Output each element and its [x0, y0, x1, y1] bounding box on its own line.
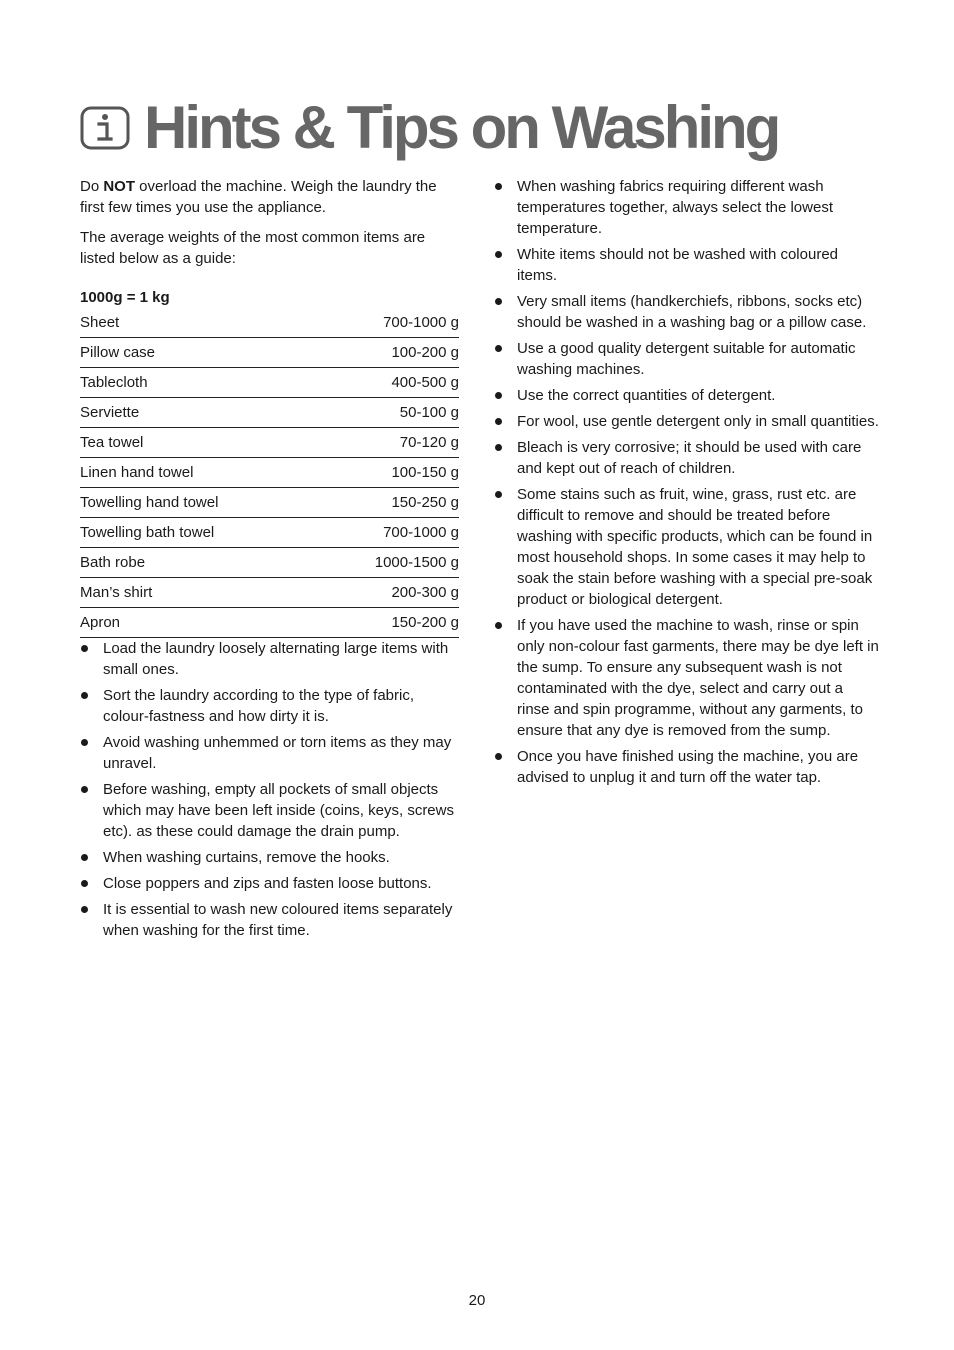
list-item	[80, 779, 460, 842]
list-item	[80, 638, 460, 680]
weight-item-name: Bath robe	[80, 548, 316, 578]
list-item	[494, 385, 879, 406]
weight-item-value: 700-1000 g	[316, 518, 459, 548]
table-row	[80, 548, 459, 578]
table-row	[80, 458, 459, 488]
weight-item-name: Man’s shirt	[80, 578, 316, 608]
weight-item-value: 200-300 g	[316, 578, 459, 608]
table-row	[80, 338, 459, 368]
list-item-text: Use a good quality detergent suitable for automatic washing machines.	[517, 340, 856, 378]
bullet-icon	[81, 786, 88, 793]
weights-heading: 1000g = 1 kg	[80, 289, 170, 306]
list-item	[80, 732, 460, 774]
intro-rest: overload the machine. Weigh the laundry the first few times you use the appliance.	[80, 178, 437, 216]
intro-paragraph-overload	[80, 176, 460, 218]
list-item	[494, 746, 879, 788]
list-item	[494, 615, 879, 741]
page-header	[80, 88, 778, 168]
list-item	[494, 176, 879, 239]
bullet-icon	[495, 392, 502, 399]
table-row	[80, 488, 459, 518]
intro-emphasis: NOT	[103, 178, 136, 195]
table-row	[80, 308, 459, 338]
weight-item-value: 70-120 g	[316, 428, 459, 458]
list-item-text: If you have used the machine to wash, rinse or spin only non-colour fast garments, there may be dye left in the sump. To ensure any subsequent wash is not contaminated with the dye, select and carry out a rinse and spin programme, without any garments, to ensure that any dye is removed from the sump.	[517, 617, 879, 739]
list-item-text: Once you have finished using the machine, you are advised to unplug it and turn off the water tap.	[517, 748, 859, 786]
left-bullet-list	[80, 638, 460, 941]
table-row	[80, 428, 459, 458]
list-item-text: Sort the laundry according to the type of fabric, colour-fastness and how dirty it is.	[103, 687, 415, 725]
table-row	[80, 578, 459, 608]
weight-item-value: 700-1000 g	[316, 308, 459, 338]
list-item	[80, 899, 460, 941]
right-column	[494, 176, 879, 793]
bullet-icon	[495, 298, 502, 305]
weight-item-name: Pillow case	[80, 338, 316, 368]
weight-item-value: 100-150 g	[316, 458, 459, 488]
list-item-text: Before washing, empty all pockets of small objects which may have been left inside (coins, keys, screws etc). as these could damage the drain pump.	[103, 781, 454, 840]
list-item-text: Avoid washing unhemmed or torn items as they may unravel.	[103, 734, 452, 772]
list-item	[80, 685, 460, 727]
weight-item-name: Tea towel	[80, 428, 316, 458]
list-item	[494, 411, 879, 432]
bullet-icon	[81, 692, 88, 699]
list-item-text: Close poppers and zips and fasten loose buttons.	[103, 875, 432, 892]
list-item	[494, 244, 879, 286]
bullet-icon	[81, 854, 88, 861]
bullet-icon	[81, 739, 88, 746]
table-row	[80, 368, 459, 398]
weight-item-value: 50-100 g	[316, 398, 459, 428]
bullet-icon	[81, 880, 88, 887]
bullet-icon	[495, 345, 502, 352]
list-item	[494, 291, 879, 333]
table-row	[80, 398, 459, 428]
page-number: 20	[468, 1292, 486, 1309]
weight-item-value: 1000-1500 g	[316, 548, 459, 578]
table-row	[80, 518, 459, 548]
bullet-icon	[495, 251, 502, 258]
left-column	[80, 176, 460, 946]
weight-item-value: 400-500 g	[316, 368, 459, 398]
page-title: Hints & Tips on Washing	[144, 94, 779, 161]
right-bullet-list	[494, 176, 879, 788]
weight-item-name: Sheet	[80, 308, 316, 338]
list-item	[80, 847, 460, 868]
bullet-icon	[495, 444, 502, 451]
weight-item-value: 150-250 g	[316, 488, 459, 518]
list-item	[80, 873, 460, 894]
info-icon	[80, 103, 130, 153]
weight-item-name: Towelling hand towel	[80, 488, 316, 518]
list-item-text: White items should not be washed with coloured items.	[517, 246, 839, 284]
bullet-icon	[495, 753, 502, 760]
bullet-icon	[495, 622, 502, 629]
list-item-text: Bleach is very corrosive; it should be used with care and kept out of reach of children.	[517, 439, 862, 477]
list-item-text: When washing curtains, remove the hooks.	[103, 849, 390, 866]
list-item-text: When washing fabrics requiring different wash temperatures together, always select the lowest temperature.	[517, 178, 833, 237]
list-item-text: Use the correct quantities of detergent.	[517, 387, 776, 404]
list-item-text: For wool, use gentle detergent only in small quantities.	[517, 413, 879, 430]
intro-prefix: Do	[80, 178, 104, 195]
bullet-icon	[495, 418, 502, 425]
weight-item-value: 100-200 g	[316, 338, 459, 368]
weights-table	[80, 308, 459, 638]
bullet-icon	[81, 906, 88, 913]
bullet-icon	[81, 645, 88, 652]
list-item-text: Some stains such as fruit, wine, grass, rust etc. are difficult to remove and should be treated before washing with specific products, which can be found in most household shops. In some cases it may help to soak the stain before washing with a special pre-soak product or biological detergent.	[517, 486, 873, 608]
list-item-text: It is essential to wash new coloured items separately when washing for the first time.	[103, 901, 453, 939]
list-item-text: Very small items (handkerchiefs, ribbons, socks etc) should be washed in a washing bag or a pillow case.	[517, 293, 867, 331]
bullet-icon	[495, 491, 502, 498]
list-item	[494, 484, 879, 610]
table-row	[80, 608, 459, 638]
list-item	[494, 437, 879, 479]
weight-item-name: Towelling bath towel	[80, 518, 316, 548]
list-item-text: Load the laundry loosely alternating large items with small ones.	[103, 640, 449, 678]
list-item	[494, 338, 879, 380]
weight-item-name: Serviette	[80, 398, 316, 428]
intro-paragraph-weights: The average weights of the most common items are listed below as a guide:	[80, 229, 426, 267]
weight-item-name: Tablecloth	[80, 368, 316, 398]
weight-item-value: 150-200 g	[316, 608, 459, 638]
weight-item-name: Apron	[80, 608, 316, 638]
bullet-icon	[495, 183, 502, 190]
weight-item-name: Linen hand towel	[80, 458, 316, 488]
